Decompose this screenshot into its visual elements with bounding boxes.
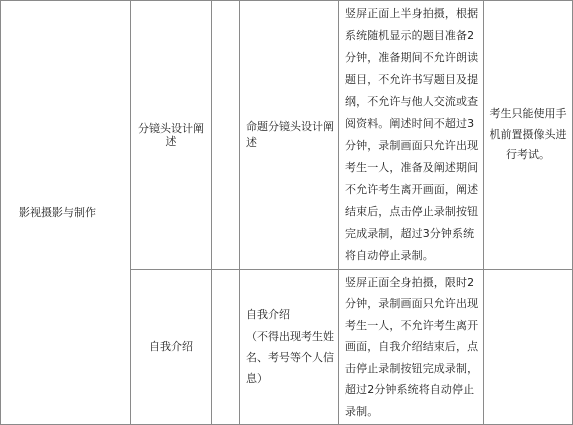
content-detail: （不得出现考生姓名、考号等个人信息）	[246, 329, 334, 386]
table-row-storyboard	[1, 1, 573, 270]
note-cell: 考生只能使用手机前置摄像头进行考试。	[484, 1, 573, 270]
content-title: 自我介绍	[246, 308, 290, 322]
content-cell-self-intro	[240, 270, 339, 425]
requirements-cell-self-intro: 竖屏正面全身拍摄，限时2分钟，录制画面只允许出现考生一人，不允许考生离开画面，自我介绍结束后，点击停止录制按钮完成录制，超过2分钟系统将自动停止录制。	[339, 270, 484, 425]
note-cell-empty	[484, 270, 573, 425]
empty-cell	[212, 1, 240, 270]
subject-cell: 影视摄影与制作	[1, 1, 131, 425]
requirements-cell-storyboard: 竖屏正面上半身拍摄，根据系统随机显示的题目准备2分钟，准备期间不允许朗读题目，不允许书写题目及提纲，不允许与他人交流或查阅资料。阐述时间不超过3分钟，录制画面只允许出现考生一人，准备及阐述期间不允许考生离开画面，阐述结束后，点击停止录制按钮完成录制，超过3分钟系统将自动停止录制。	[339, 1, 484, 270]
item-cell-storyboard: 分镜头设计阐述	[131, 1, 212, 270]
item-cell-self-intro: 自我介绍	[131, 270, 212, 425]
empty-cell	[212, 270, 240, 425]
content-cell-storyboard: 命题分镜头设计阐述	[240, 1, 339, 270]
